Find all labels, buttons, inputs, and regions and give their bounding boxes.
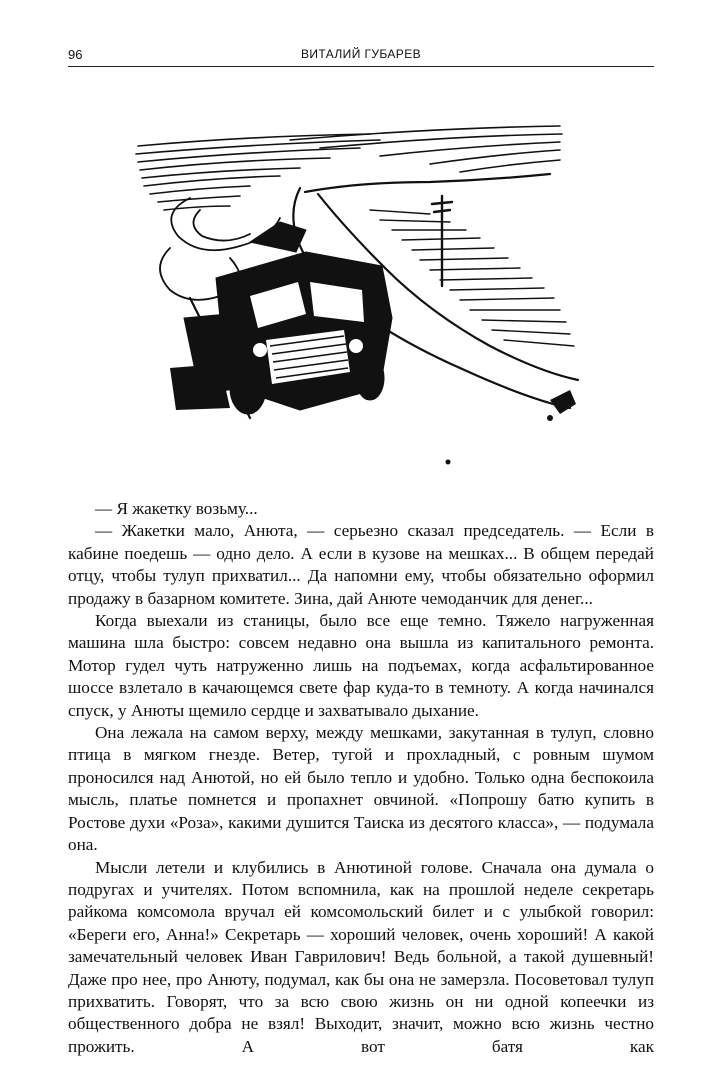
paragraph: Она лежала на самом верху, между мешками, закутанная в тулуп, словно птица в мягком гнезде. Ветер, тугой и прохладный, с ровным шумом проносился над Анютой, но ей было тепло и удобно. Только одна беспокоила мысль, платье помнется и пропахнет овчиной. «Попрошу батю купить в Ростове духи «Роза», какими душится Таиска из десятого класса», — подумала она.	[68, 723, 654, 855]
running-title: ВИТАЛИЙ ГУБАРЕВ	[300, 47, 422, 61]
body-text	[68, 498, 654, 1058]
paragraph: Мысли летели и клубились в Анютиной голове. Сначала она думала о подругах и учителях. Потом вспомнила, как на прошлой неделе секретарь райкома комсомола вручал ей комсомольский билет и с улыбкой говорил: «Береги его, Анна!» Секретарь — хороший человек, очень хороший! А какой замечательный человек Иван Гаврилович! Ведь больной, а такой душевный! Даже про нее, про Анюту, подумал, как бы она не замерзла. Посоветовал тулуп прихватить. Говорят, что за всю свою жизнь он ни одной копеечки из общественного добра не взял! Выходит, значит, можно всю жизнь честно прожить. А вот батя как	[68, 857, 654, 1056]
page-number: 96	[68, 47, 83, 62]
paragraph: Когда выехали из станицы, было все еще темно. Тяжело нагруженная машина шла быстро: совсем недавно она вышла из капитального ремонта. Мотор гудел чуть натруженно лишь на подъемах, когда асфальтированное шоссе взлетало в качающемся свете фар куда-то в темноту. А когда начинался спуск, у Анюты щемило сердце и захватывало дыхание.	[68, 611, 654, 720]
paragraph: — Я жакетку возьму...	[95, 499, 258, 518]
paragraph: — Жакетки мало, Анюта, — серьезно сказал председатель. — Если в кабине поедешь — одно дело. А если в кузове на мешках... В общем передай отцу, чтобы тулуп прихватил... Да напомни ему, чтобы обязательно оформил продажу в базарном комитете. Зина, дай Анюте чемоданчик для денег...	[68, 521, 654, 608]
truck-illustration	[130, 118, 590, 478]
page-header	[68, 46, 654, 67]
